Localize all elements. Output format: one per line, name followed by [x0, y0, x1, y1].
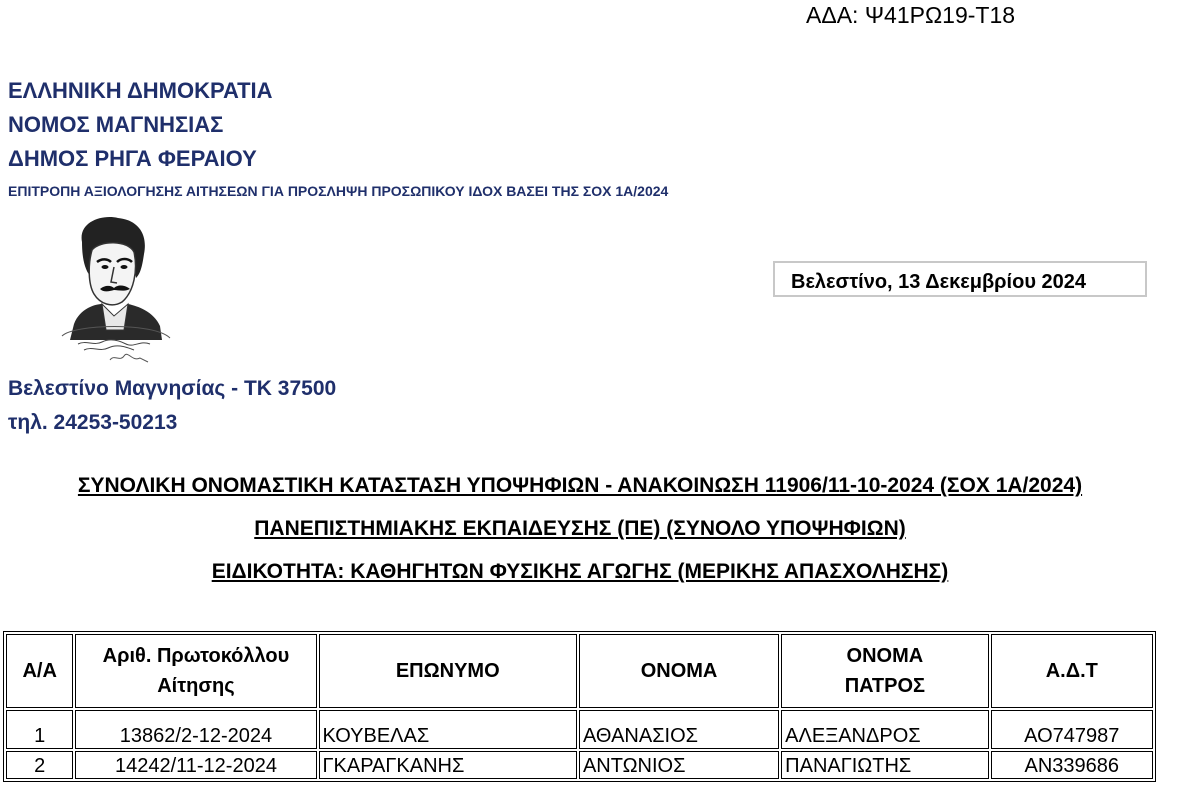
- header-aa: Α/Α: [6, 634, 73, 708]
- cell-surname: ΚΟΥΒΕΛΑΣ: [319, 710, 577, 749]
- header-committee: ΕΠΙΤΡΟΠΗ ΑΞΙΟΛΟΓΗΣΗΣ ΑΙΤΗΣΕΩΝ ΓΙΑ ΠΡΟΣΛΗΨΗ ΠΡΟΣΩΠΙΚΟΥ ΙΔΟΧ ΒΑΣΕΙ ΤΗΣ ΣΟΧ 1Α/2024: [8, 183, 669, 199]
- phone-line: τηλ. 24253-50213: [8, 411, 178, 434]
- cell-adt: ΑΟ747987: [991, 710, 1153, 749]
- ada-code: ΑΔΑ: Ψ41ΡΩ19-Τ18: [806, 2, 1016, 28]
- date-text: Βελεστίνο, 13 Δεκεμβρίου 2024: [791, 271, 1087, 293]
- header-father-line-1: ΟΝΟΜΑ: [846, 645, 924, 667]
- cell-name: ΑΝΤΩΝΙΟΣ: [579, 751, 779, 779]
- cell-father-name: ΠΑΝΑΓΙΩΤΗΣ: [781, 751, 988, 779]
- title-line-3: ΕΙΔΙΚΟΤΗΤΑ: ΚΑΘΗΓΗΤΩΝ ΦΥΣΙΚΗΣ ΑΓΩΓΗΣ (ΜΕΡΙΚΗΣ ΑΠΑΣΧΟΛΗΣΗΣ): [211, 560, 949, 583]
- header-name: ΟΝΟΜΑ: [579, 634, 779, 708]
- title-line-2: ΠΑΝΕΠΙΣΤΗΜΙΑΚΗΣ ΕΚΠΑΙΔΕΥΣΗΣ (ΠΕ) (ΣΥΝΟΛΟ ΥΠΟΨΗΦΙΩΝ): [254, 517, 906, 540]
- cell-surname: ΓΚΑΡΑΓΚΑΝΗΣ: [319, 751, 577, 779]
- header-prefecture: ΝΟΜΟΣ ΜΑΓΝΗΣΙΑΣ: [8, 112, 224, 137]
- cell-aa: 2: [6, 751, 73, 779]
- table-header-row: [6, 634, 1153, 708]
- header-father-line-2: ΠΑΤΡΟΣ: [844, 675, 926, 697]
- cell-protocol: 13862/2-12-2024: [75, 710, 316, 749]
- table-row: [6, 751, 1153, 779]
- cell-adt: ΑΝ339686: [991, 751, 1153, 779]
- table-row: [6, 710, 1153, 749]
- header-father-name: [781, 634, 988, 708]
- header-surname: ΕΠΩΝΥΜΟ: [319, 634, 577, 708]
- cell-father-name: ΑΛΕΞΑΝΔΡΟΣ: [781, 710, 988, 749]
- header-protocol-line-1: Αριθ. Πρωτοκόλλου: [102, 645, 290, 667]
- date-box: [773, 261, 1147, 297]
- header-protocol: [75, 634, 316, 708]
- header-republic: ΕΛΛΗΝΙΚΗ ΔΗΜΟΚΡΑΤΙΑ: [8, 78, 273, 103]
- candidates-table: [3, 631, 1156, 782]
- header-protocol-line-2: Αίτησης: [157, 675, 235, 697]
- address-line: Βελεστίνο Μαγνησίας - ΤΚ 37500: [8, 377, 337, 400]
- title-line-1: ΣΥΝΟΛΙΚΗ ΟΝΟΜΑΣΤΙΚΗ ΚΑΤΑΣΤΑΣΗ ΥΠΟΨΗΦΙΩΝ - ΑΝΑΚΟΙΝΩΣΗ 11906/11-10-2024 (ΣΟΧ 1Α/2024): [77, 474, 1083, 497]
- header-municipality: ΔΗΜΟΣ ΡΗΓΑ ΦΕΡΑΙΟΥ: [8, 146, 257, 171]
- cell-protocol: 14242/11-12-2024: [75, 751, 316, 779]
- cell-name: ΑΘΑΝΑΣΙΟΣ: [579, 710, 779, 749]
- rigas-feraios-portrait-image: [44, 212, 188, 372]
- cell-aa: 1: [6, 710, 73, 749]
- header-adt: Α.Δ.Τ: [991, 634, 1153, 708]
